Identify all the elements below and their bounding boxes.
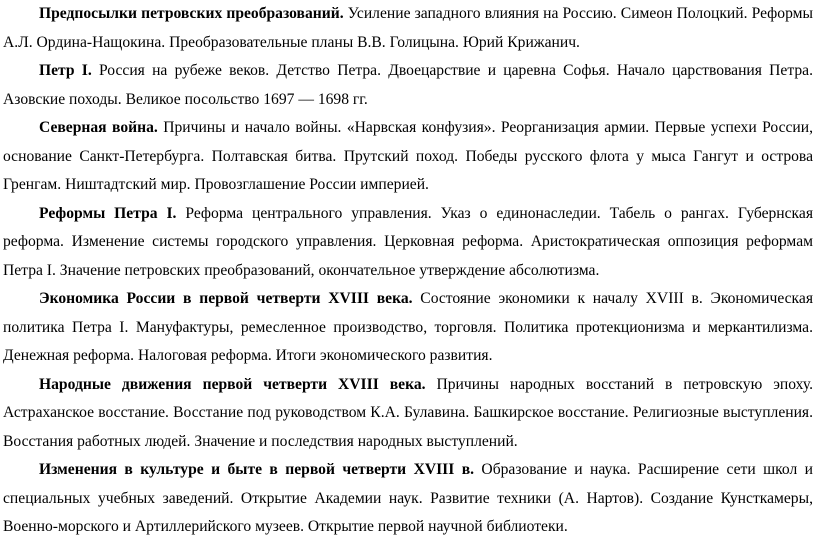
paragraph-economy [3, 285, 813, 371]
paragraph-text: Реформа центрального управления. Указ о единонаследии. Табель о рангах. Губернская реформа. Изменение системы городского управления. Церковная реформа. Аристократическая оппозиция реформам Петра I. Значение петровских преобразований, окончательное утверждение абсолютизма. [3, 204, 813, 279]
paragraph-text: Россия на рубеже веков. Детство Петра. Двоецарствие и царевна Софья. Начало царствования Петра. Азовские походы. Великое посольство 1697 — 1698 гг. [3, 62, 813, 108]
paragraph-heading: Народные движения первой четверти XVIII века. [39, 375, 426, 393]
paragraph-text: Причины и начало войны. «Нарвская конфузия». Реорганизация армии. Первые успехи России, основание Санкт-Петербурга. Полтавская битва. Прутский поход. Победы русского флота у мыса Гангут и острова Гренгам. Ништадтский мир. Провозглашение России империей. [3, 119, 813, 193]
paragraph-reforms [3, 200, 813, 286]
paragraph-text: Усиление западного влияния на Россию. Симеон Полоцкий. Реформы А.Л. Ордина-Нащокина. Преобразовательные планы В.В. Голицына. Юрий Крижанич. [3, 5, 813, 51]
paragraph-peter-i [3, 57, 813, 114]
paragraph-culture [3, 456, 813, 542]
paragraph-heading: Изменения в культуре и быте в первой четверти XVIII в. [39, 461, 475, 478]
paragraph-prerequisites [3, 0, 813, 57]
paragraph-heading: Экономика России в первой четверти XVIII века. [39, 290, 413, 307]
paragraph-heading: Реформы Петра I. [39, 204, 177, 222]
document-body [3, 0, 813, 542]
paragraph-text: Причины народных восстаний в петровскую эпоху. Астраханское восстание. Восстание под руководством К.А. Булавина. Башкирское восстание. Религиозные выступления. Восстания работных людей. Значение и последствия народных выступлений. [3, 375, 813, 450]
paragraph-text: Состояние экономики к началу XVIII в. Экономическая политика Петра I. Мануфактуры, ремесленное производство, торговля. Политика протекционизма и меркантилизма. Денежная реформа. Налоговая реформа. Итоги экономического развития. [3, 290, 813, 364]
paragraph-popular-movements [3, 371, 813, 457]
paragraph-heading: Северная война. [39, 119, 158, 136]
paragraph-text: Образование и наука. Расширение сети школ и специальных учебных заведений. Открытие Академии наук. Развитие техники (А. Нартов). Создание Кунсткамеры, Военно-морского и Артиллерийского музеев. Открытие первой научной библиотеки. [3, 461, 814, 535]
paragraph-heading: Предпосылки петровских преобразований. [39, 5, 344, 22]
paragraph-northern-war [3, 114, 813, 200]
paragraph-heading: Петр I. [39, 62, 92, 79]
